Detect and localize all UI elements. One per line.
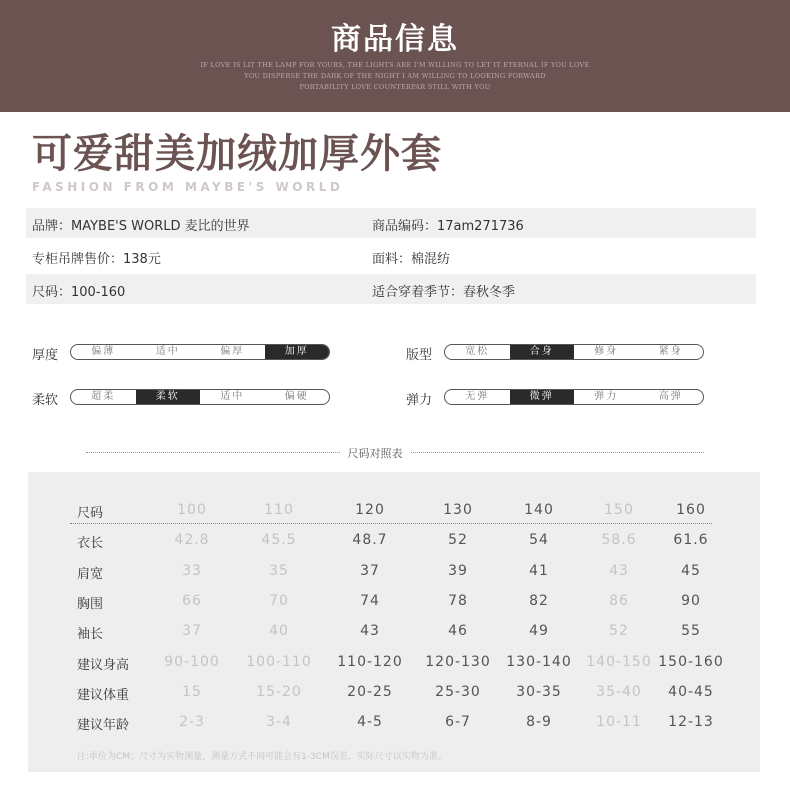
table-cell: 48.7 xyxy=(352,532,388,549)
softness-option-selected: 柔软 xyxy=(136,390,201,404)
header-banner xyxy=(0,0,790,112)
price-info: 专柜吊牌售价：138元 xyxy=(32,252,161,267)
table-cell: 35-40 xyxy=(596,683,642,700)
row-label: 尺码 xyxy=(77,506,104,521)
table-cell: 150 xyxy=(604,502,634,518)
table-cell: 55 xyxy=(681,623,701,640)
fit-option-selected: 合身 xyxy=(510,345,575,359)
table-cell: 130-140 xyxy=(506,653,572,670)
softness-label: 柔软 xyxy=(32,393,59,408)
table-cell: 20-25 xyxy=(347,683,393,700)
table-cell: 45.5 xyxy=(261,532,297,549)
table-cell: 78 xyxy=(448,592,468,609)
banner-title: 商品信息 xyxy=(331,22,459,57)
softness-scale xyxy=(70,389,330,405)
table-cell: 3-4 xyxy=(266,714,292,731)
table-cell: 74 xyxy=(360,592,380,609)
season-info: 适合穿着季节：春秋冬季 xyxy=(372,285,516,300)
table-cell: 40 xyxy=(269,623,289,640)
elasticity-option-selected: 微弹 xyxy=(510,390,575,404)
table-cell: 6-7 xyxy=(445,714,471,731)
elasticity-label: 弹力 xyxy=(406,393,433,408)
table-cell: 30-35 xyxy=(516,683,562,700)
product-code-info: 商品编码：17am271736 xyxy=(372,219,524,234)
elasticity-option: 高弹 xyxy=(658,391,683,402)
info-row-1 xyxy=(26,208,756,238)
table-cell: 52 xyxy=(448,532,468,549)
table-cell: 12-13 xyxy=(668,714,714,731)
table-cell: 54 xyxy=(529,532,549,549)
size-table-row xyxy=(0,649,790,673)
table-cell: 130 xyxy=(443,502,473,518)
table-cell: 90 xyxy=(681,592,701,609)
table-cell: 49 xyxy=(529,623,549,640)
table-cell: 58.6 xyxy=(601,532,637,549)
table-cell: 100 xyxy=(177,502,207,518)
table-cell: 140-150 xyxy=(586,653,652,670)
banner-tagline-1: IF LOVE IS LIT THE LAMP FOR YOURS, THE LIGHTS ARE I'M WILLING TO LET IT ETERNAL IF YOU LOVE xyxy=(200,61,590,69)
table-cell: 33 xyxy=(182,562,202,579)
size-info: 尺码：100-160 xyxy=(32,285,126,300)
product-subtitle: FASHION FROM MAYBE'S WORLD xyxy=(32,180,344,194)
table-cell: 15 xyxy=(182,683,202,700)
softness-option: 适中 xyxy=(220,391,245,402)
size-table-row xyxy=(0,527,790,551)
table-cell: 2-3 xyxy=(179,714,205,731)
table-cell: 82 xyxy=(529,592,549,609)
table-cell: 43 xyxy=(609,562,629,579)
table-cell: 120-130 xyxy=(425,653,491,670)
row-label: 衣长 xyxy=(77,536,104,552)
row-label: 胸围 xyxy=(77,596,104,612)
elasticity-option: 无弹 xyxy=(465,391,490,402)
thickness-option: 偏薄 xyxy=(91,346,116,357)
table-cell: 25-30 xyxy=(435,683,481,700)
table-cell: 42.8 xyxy=(174,532,210,549)
info-row-3 xyxy=(26,274,756,304)
table-cell: 120 xyxy=(355,502,385,518)
table-cell: 86 xyxy=(609,592,629,609)
table-cell: 52 xyxy=(609,623,629,640)
row-label: 建议年龄 xyxy=(77,718,130,734)
row-label: 建议身高 xyxy=(77,657,130,673)
fit-option: 修身 xyxy=(594,346,619,357)
table-cell: 46 xyxy=(448,623,468,640)
table-cell: 150-160 xyxy=(658,653,724,670)
table-cell: 39 xyxy=(448,562,468,579)
table-cell: 110 xyxy=(264,502,294,518)
table-cell: 8-9 xyxy=(526,714,552,731)
softness-option: 超柔 xyxy=(91,391,116,402)
banner-tagline-3: PORTABILITY LOVE COUNTERPAR STILL WITH YOU xyxy=(299,83,491,91)
table-cell: 140 xyxy=(524,502,554,518)
softness-option: 偏硬 xyxy=(284,391,309,402)
thickness-option: 适中 xyxy=(155,346,180,357)
table-cell: 61.6 xyxy=(673,532,709,549)
elasticity-scale xyxy=(444,389,704,405)
table-cell: 4-5 xyxy=(357,714,383,731)
table-cell: 41 xyxy=(529,562,549,579)
table-cell: 37 xyxy=(360,562,380,579)
banner-tagline-2: YOU DISPERSE THE DARK OF THE NIGHT I AM WILLING TO LOOKING FORWARD xyxy=(244,72,546,80)
thickness-scale xyxy=(70,344,330,360)
fit-option: 紧身 xyxy=(658,346,683,357)
thickness-label: 厚度 xyxy=(32,348,59,363)
row-label: 袖长 xyxy=(77,627,104,643)
table-cell: 45 xyxy=(681,562,701,579)
row-label: 肩宽 xyxy=(77,566,104,582)
thickness-option-selected: 加厚 xyxy=(265,345,330,359)
table-cell: 37 xyxy=(182,623,202,640)
brand-info: 品牌：MAYBE'S WORLD 麦比的世界 xyxy=(32,219,250,234)
size-header-divider xyxy=(70,523,712,524)
table-cell: 35 xyxy=(269,562,289,579)
fit-label: 版型 xyxy=(406,348,433,363)
size-table-row xyxy=(0,618,790,642)
size-table-row xyxy=(0,709,790,733)
fit-option: 宽松 xyxy=(465,346,490,357)
table-cell: 43 xyxy=(360,623,380,640)
size-header-row xyxy=(0,497,790,521)
size-chart-note: 注:单位为CM；尺寸为实物测量，测量方式不同可能会有1-3CM误差，实际尺寸以实物为准。 xyxy=(77,752,447,762)
size-table-row xyxy=(0,558,790,582)
table-cell: 10-11 xyxy=(596,714,642,731)
elasticity-option: 弹力 xyxy=(594,391,619,402)
table-cell: 40-45 xyxy=(668,683,714,700)
table-cell: 70 xyxy=(269,592,289,609)
row-label: 建议体重 xyxy=(77,687,130,703)
info-row-2 xyxy=(26,241,756,271)
size-chart-title: 尺码对照表 xyxy=(340,445,410,461)
size-table-row xyxy=(0,588,790,612)
table-cell: 90-100 xyxy=(164,653,220,670)
product-title: 可爱甜美加绒加厚外套 xyxy=(32,131,442,177)
fit-scale xyxy=(444,344,704,360)
table-cell: 100-110 xyxy=(246,653,312,670)
size-table-row xyxy=(0,679,790,703)
table-cell: 110-120 xyxy=(337,653,403,670)
thickness-option: 偏厚 xyxy=(220,346,245,357)
material-info: 面料：棉混纺 xyxy=(372,252,451,267)
table-cell: 160 xyxy=(676,502,706,518)
table-cell: 15-20 xyxy=(256,683,302,700)
table-cell: 66 xyxy=(182,592,202,609)
